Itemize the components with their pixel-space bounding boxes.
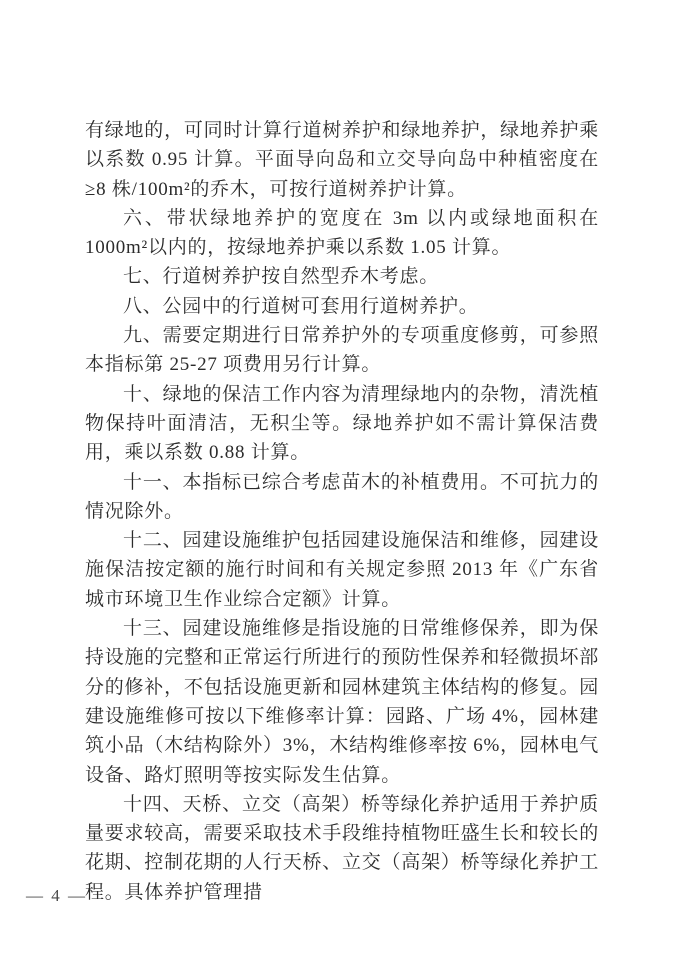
paragraph: 九、需要定期进行日常养护外的专项重度修剪，可参照本指标第 25-27 项费用另行计算。 xyxy=(85,325,599,376)
paragraph: 八、公园中的行道树可套用行道树养护。 xyxy=(123,295,479,317)
paragraph: 七、行道树养护按自然型乔木考虑。 xyxy=(123,266,440,288)
paragraph: 十四、天桥、立交（高架）桥等绿化养护适用于养护质量要求较高，需要采取技术手段维持植物旺盛生长和较长的花期、控制花期的人行天桥、立交（高架）桥等绿化养护工程。具体养护管理措 xyxy=(85,793,599,903)
paragraph: 十三、园建设施维修是指设施的日常维修保养，即为保持设施的完整和正常运行所进行的预防性保养和轻微损坏部分的修补，不包括设施更新和园林建筑主体结构的修复。园建设施维修可按以下维修率计算：园路、广场 4%，园林建筑小品（木结构除外）3%，木结构维修率按 6%，园林电气设备、路灯照明等按实际发生估算。 xyxy=(85,618,599,786)
paragraph: 十二、园建设施维护包括园建设施保洁和维修，园建设施保洁按定额的施行时间和有关规定参照 2013 年《广东省城市环境卫生作业综合定额》计算。 xyxy=(85,530,599,610)
page-body-paragraphs xyxy=(85,116,599,907)
paragraph: 十、绿地的保洁工作内容为清理绿地内的杂物，清洗植物保持叶面清洁，无积尘等。绿地养护如不需计算保洁费用，乘以系数 0.88 计算。 xyxy=(85,383,599,464)
paragraph: 十一、本指标已综合考虑苗木的补植费用。不可抗力的情况除外。 xyxy=(85,471,599,522)
page-number: — 4 — xyxy=(26,886,87,905)
paragraph: 六、带状绿地养护的宽度在 3m 以内或绿地面积在 1000m²以内的，按绿地养护乘以系数 1.05 计算。 xyxy=(85,207,599,259)
paragraph: 有绿地的，可同时计算行道树养护和绿地养护，绿地养护乘以系数 0.95 计算。平面导向岛和立交导向岛中种植密度在≥8 株/100m²的乔木，可按行道树养护计算。 xyxy=(85,120,599,200)
